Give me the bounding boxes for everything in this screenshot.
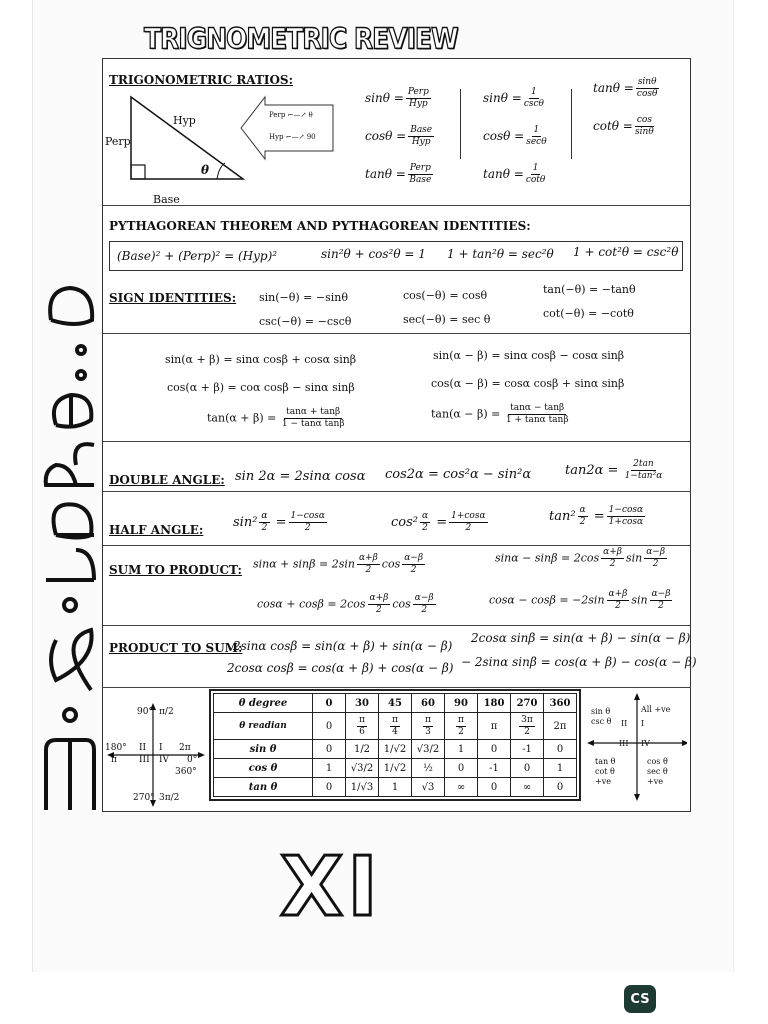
axis-label-6: 360° — [175, 767, 197, 777]
fraction: $\frac{\text{Perp}}{\text{Hyp}}$ — [407, 87, 429, 109]
fraction: $\frac{1-\cos\alpha}{2}$ — [290, 511, 325, 533]
pts-item-3: 2cosα cosβ = cos(α + β) + cos(α − β) — [227, 661, 454, 675]
table-cell: 0 — [313, 778, 346, 797]
ratios-heading: TRIGONOMETRIC RATIOS: — [109, 73, 294, 87]
axis-label-10: I — [159, 743, 163, 753]
double-tan: tan2α = $\frac{2\tan}{\text{1−tan²α}}$ — [565, 459, 663, 481]
hyp-label: Hyp — [173, 114, 196, 127]
axis-label-5: 0° — [187, 755, 198, 765]
fraction: $\frac{\pi}{2}$ — [458, 714, 464, 737]
quadrant-label-1: All +ve — [641, 705, 671, 714]
sign-item-4: csc(−θ) = −cscθ — [259, 315, 352, 328]
compound-item-2: sin(α − β) = sinα cosβ − cosα sinβ — [433, 349, 625, 362]
table-row — [214, 759, 577, 778]
table-cell: 1 — [313, 759, 346, 778]
quadrant-label-3: I — [641, 719, 645, 728]
fraction: $\frac{\alpha-\beta}{2}$ — [646, 547, 666, 569]
ratio-col1-2: tanθ = $\frac{\text{Perp}}{\text{Base}}$ — [365, 163, 432, 185]
table-header-cell: 45 — [379, 694, 412, 713]
pyth-item-3: 1 + tan²θ = sec²θ — [447, 247, 554, 261]
fraction: $\frac{\alpha-\beta}{2}$ — [404, 553, 424, 575]
table-cell: √3/2 — [412, 740, 445, 759]
quadrant-label-2: II — [621, 719, 628, 728]
table-header-cell: 60 — [412, 694, 445, 713]
fraction: $\frac{\alpha-\beta}{2}$ — [651, 589, 671, 611]
half-cos: cos² $\frac{\alpha}{2}$ = $\frac{1+\cos\alpha}{2}$ — [391, 511, 486, 533]
axis-label-12: IV — [159, 755, 170, 765]
axis-label-2: 180° — [105, 743, 127, 753]
half-tan: tan² $\frac{\alpha}{2}$ = $\frac{1-\cos\alpha}{1+\cos\alpha}$ — [549, 505, 644, 527]
fraction: $\frac{\alpha}{2}$ — [579, 505, 586, 527]
table-cell: 1/√2 — [379, 740, 412, 759]
table-cell: 2π — [544, 713, 577, 740]
fraction: $\frac{\pi}{4}$ — [392, 714, 398, 737]
values-table-frame — [209, 689, 581, 801]
table-cell: 1/√2 — [379, 759, 412, 778]
table-header-cell: 30 — [346, 694, 379, 713]
table-header-cell: 0 — [313, 694, 346, 713]
theta-label: θ — [201, 163, 210, 177]
fraction: $\frac{1}{\cot\theta}$ — [525, 163, 546, 185]
table-row-label: sin θ — [214, 740, 313, 759]
compound-item-3: cos(α + β) = coα cosβ − sinα sinβ — [167, 381, 355, 394]
double-item-2: cos2α = cos²α − sin²α — [385, 467, 532, 482]
stp-item-4: cosα − cosβ = −2sin $\frac{\alpha+\beta}{2}$ sin $\frac{\alpha-\beta}{2}$ — [489, 589, 671, 611]
base-label: Base — [153, 193, 180, 206]
sign-item-1: sin(−θ) = −sinθ — [259, 291, 348, 304]
sign-heading: SIGN IDENTITIES: — [109, 291, 237, 305]
fraction: $\frac{\text{Base}}{\text{Hyp}}$ — [410, 125, 433, 147]
compound-item-4: cos(α − β) = cosα cosβ + sinα sinβ — [431, 377, 625, 390]
table-cell — [511, 713, 544, 740]
table-header-cell: 180 — [478, 694, 511, 713]
scanner-app-badge[interactable]: CS — [624, 985, 656, 1013]
svg-text:m. S. raheel:: m. S. raheel: — [36, 280, 43, 281]
table-cell: 1/√3 — [346, 778, 379, 797]
page-title: TRIGNOMETRIC REVIEW — [144, 21, 458, 56]
fraction: $\frac{\alpha+\beta}{2}$ — [608, 589, 628, 611]
table-row-label: θ readian — [214, 713, 313, 740]
axis-label-3: π — [111, 755, 117, 765]
formula-sheet — [102, 58, 697, 812]
ratio-divider-1 — [460, 89, 461, 159]
pts-item-4: − 2sinα sinβ = cos(α + β) − cos(α − β) — [461, 655, 697, 669]
fraction: $\frac{\alpha+\beta}{2}$ — [358, 553, 378, 575]
ratio-col1-0: sinθ = $\frac{\text{Perp}}{\text{Hyp}}$ — [365, 87, 429, 109]
pts-item-1: 2sinα cosβ = sin(α + β) + sin(α − β) — [233, 639, 453, 653]
tan-minus-formula: tan(α − β) = $\frac{\tan\alpha - \tan\beta}{\text{1 + tanα tanβ}}$ — [431, 403, 569, 425]
right-triangle-diagram — [125, 91, 255, 181]
pyth-item-1: (Base)² + (Perp)² = (Hyp)² — [117, 249, 278, 263]
table-cell — [379, 713, 412, 740]
table-cell: 1 — [379, 778, 412, 797]
table-header-cell: 270 — [511, 694, 544, 713]
quadrant-label-6: tan θ cot θ +ve — [595, 757, 616, 786]
axis-label-4: 2π — [179, 743, 191, 753]
quadrant-label-5: IV — [641, 739, 650, 748]
ratio-divider-2 — [571, 89, 572, 159]
table-cell: 0 — [478, 740, 511, 759]
pts-heading: PRODUCT TO SUM: — [109, 641, 243, 655]
callout-line-2: Hyp ⌐—↗ 90 — [269, 133, 316, 141]
fraction: $\frac{\pi}{3}$ — [425, 714, 431, 737]
stp-heading: SUM TO PRODUCT: — [109, 563, 242, 577]
axis-label-7: 270° — [133, 793, 155, 803]
stp-item-3: cosα + cosβ = 2cos $\frac{\alpha+\beta}{2}$ cos $\frac{\alpha-\beta}{2}$ — [257, 593, 434, 615]
stp-item-1: sinα + sinβ = 2sin $\frac{\alpha+\beta}{2}$ cos $\frac{\alpha-\beta}{2}$ — [253, 553, 424, 575]
table-cell: 0 — [313, 713, 346, 740]
sign-item-3: tan(−θ) = −tanθ — [543, 283, 636, 296]
axis-label-11: III — [139, 755, 150, 765]
table-header-row — [214, 694, 577, 713]
table-header-cell: θ degree — [214, 694, 313, 713]
fraction: $\frac{\cos}{\sin\theta}$ — [635, 115, 654, 137]
table-cell: 0 — [478, 778, 511, 797]
table-row — [214, 778, 577, 797]
fraction: $\frac{\alpha+\beta}{2}$ — [603, 547, 622, 569]
callout-arrow-shape — [239, 95, 335, 161]
handwritten-name — [36, 280, 100, 820]
table-cell: √3 — [412, 778, 445, 797]
sign-item-5: sec(−θ) = sec θ — [403, 313, 491, 326]
half-heading: HALF ANGLE: — [109, 523, 204, 537]
angle-axes-diagram — [105, 699, 205, 809]
table-row-label: cos θ — [214, 759, 313, 778]
callout-line-1: Perp ⌐—↗ θ — [269, 111, 313, 119]
fraction: $\frac{\alpha}{2}$ — [261, 511, 268, 533]
table-row-radian — [214, 713, 577, 740]
half-sin: sin² $\frac{\alpha}{2}$ = $\frac{1-\cos\alpha}{2}$ — [233, 511, 325, 533]
fraction: $\frac{1}{\sec\theta}$ — [526, 125, 547, 147]
sign-item-2: cos(−θ) = cosθ — [403, 289, 488, 302]
axis-label-0: 90° — [137, 707, 153, 717]
fraction: $\frac{1-\cos\alpha}{1+\cos\alpha}$ — [608, 505, 644, 527]
table-cell: 0 — [544, 778, 577, 797]
pyth-item-4: 1 + cot²θ = csc²θ — [573, 245, 679, 259]
table-cell: 0 — [445, 759, 478, 778]
table-cell: 1 — [445, 740, 478, 759]
double-item-1: sin 2α = 2sinα cosα — [235, 469, 366, 484]
table-cell: ½ — [412, 759, 445, 778]
fraction: $\frac{\alpha-\beta}{2}$ — [414, 593, 434, 615]
fraction: $\frac{\text{Perp}}{\text{Base}}$ — [409, 163, 432, 185]
perp-label: Perp — [105, 135, 131, 148]
table-cell: ∞ — [511, 778, 544, 797]
table-cell: π — [478, 713, 511, 740]
axis-label-1: π/2 — [159, 707, 174, 717]
tan-plus-formula: tan(α + β) = $\frac{\tan\alpha + \tan\beta}{\text{1 − tanα tanβ}}$ — [207, 407, 345, 429]
pts-item-2: 2cosα sinβ = sin(α + β) − sin(α − β) — [471, 631, 691, 645]
table-cell: 0 — [511, 759, 544, 778]
table-header-cell: 360 — [544, 694, 577, 713]
class-label: XI — [280, 840, 382, 935]
ratio-col3-1: cotθ = $\frac{\cos}{\sin\theta}$ — [593, 115, 654, 137]
ratio-col1-1: cosθ = $\frac{\text{Base}}{\text{Hyp}}$ — [365, 125, 433, 147]
ratio-col2-2: tanθ = $\frac{1}{\cot\theta}$ — [483, 163, 546, 185]
table-cell: -1 — [478, 759, 511, 778]
table-cell: 0 — [313, 740, 346, 759]
sign-item-6: cot(−θ) = −cotθ — [543, 307, 634, 320]
fraction: $\frac{3\pi}{2}$ — [521, 714, 533, 737]
fraction: $\frac{\alpha}{2}$ — [422, 511, 429, 533]
quadrant-label-7: cos θ sec θ +ve — [647, 757, 668, 786]
table-cell — [346, 713, 379, 740]
ratio-col2-1: cosθ = $\frac{1}{\sec\theta}$ — [483, 125, 547, 147]
fraction: $\frac{1+\cos\alpha}{2}$ — [451, 511, 486, 533]
table-cell: -1 — [511, 740, 544, 759]
table-cell: ∞ — [445, 778, 478, 797]
axis-label-9: II — [139, 743, 147, 753]
values-table — [213, 693, 577, 797]
table-cell — [412, 713, 445, 740]
pyth-item-2: sin²θ + cos²θ = 1 — [321, 247, 426, 261]
pyth-heading: PYTHAGOREAN THEOREM AND PYTHAGOREAN IDENTITIES: — [109, 219, 531, 233]
table-header-cell: 90 — [445, 694, 478, 713]
ratio-col2-0: sinθ = $\frac{1}{\csc\theta}$ — [483, 87, 544, 109]
table-cell: √3/2 — [346, 759, 379, 778]
stp-item-2: sinα − sinβ = 2cos $\frac{\alpha+\beta}{2}$ sin $\frac{\alpha-\beta}{2}$ — [495, 547, 666, 569]
double-heading: DOUBLE ANGLE: — [109, 473, 225, 487]
axis-label-8: 3π/2 — [159, 793, 180, 803]
table-cell: 0 — [544, 740, 577, 759]
table-cell — [445, 713, 478, 740]
fraction: $\frac{\pi}{6}$ — [359, 714, 365, 737]
quadrant-label-4: III — [619, 739, 629, 748]
fraction: $\frac{\sin\theta}{\cos\theta}$ — [636, 77, 658, 99]
table-row-label: tan θ — [214, 778, 313, 797]
ratio-col3-0: tanθ = $\frac{\sin\theta}{\cos\theta}$ — [593, 77, 658, 99]
table-cell: 1/2 — [346, 740, 379, 759]
fraction: $\frac{\alpha+\beta}{2}$ — [369, 593, 389, 615]
table-row — [214, 740, 577, 759]
table-cell: 1 — [544, 759, 577, 778]
compound-item-1: sin(α + β) = sinα cosβ + cosα sinβ — [165, 353, 357, 366]
quadrant-label-0: sin θ csc θ — [591, 707, 612, 726]
fraction: $\frac{1}{\csc\theta}$ — [523, 87, 544, 109]
